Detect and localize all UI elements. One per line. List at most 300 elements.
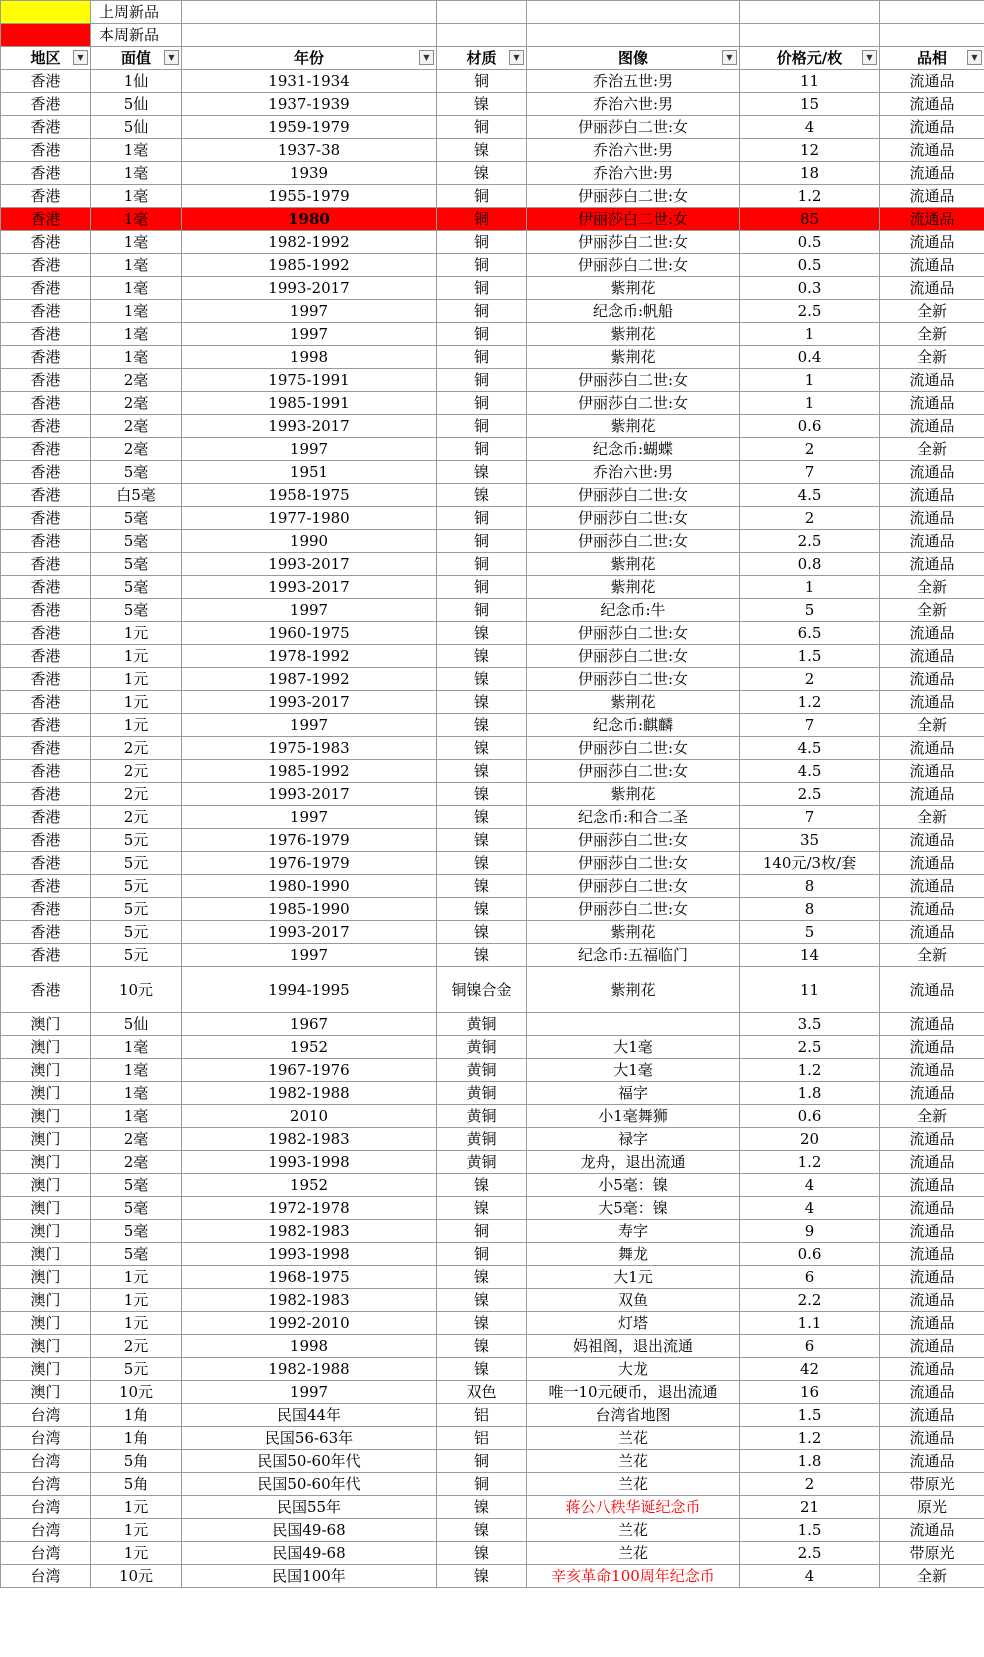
cell-price[interactable]: 18 [740,162,880,185]
cell-material[interactable]: 黄铜 [437,1151,527,1174]
cell-denomination[interactable]: 5元 [91,921,182,944]
cell-year[interactable]: 1998 [182,346,437,369]
cell-condition[interactable]: 全新 [880,300,984,323]
dropdown-arrow-icon[interactable]: ▼ [722,50,737,65]
cell-year[interactable]: 1993-1998 [182,1151,437,1174]
cell-denomination[interactable]: 5元 [91,852,182,875]
cell-denomination[interactable]: 2毫 [91,1151,182,1174]
cell-material[interactable]: 镍 [437,484,527,507]
cell-material[interactable]: 镍 [437,921,527,944]
cell-region[interactable]: 香港 [1,852,91,875]
legend-label-last-week[interactable]: 上周新品 [91,1,182,24]
cell-denomination[interactable]: 2毫 [91,369,182,392]
header-condition[interactable] [880,47,984,70]
cell-denomination[interactable]: 5元 [91,898,182,921]
cell-material[interactable]: 镍 [437,1358,527,1381]
cell-year[interactable]: 1994-1995 [182,967,437,1013]
cell-year[interactable]: 1997 [182,944,437,967]
legend-swatch-yellow[interactable] [1,1,91,24]
cell-material[interactable]: 镍 [437,1174,527,1197]
cell-year[interactable]: 1977-1980 [182,507,437,530]
cell-denomination[interactable]: 1角 [91,1404,182,1427]
cell-year[interactable]: 民国49-68 [182,1542,437,1565]
cell-material[interactable]: 镍 [437,461,527,484]
cell-denomination[interactable]: 5元 [91,829,182,852]
cell-material[interactable]: 黄铜 [437,1013,527,1036]
cell-region[interactable]: 台湾 [1,1450,91,1473]
cell-image[interactable]: 伊丽莎白二世:女 [527,208,740,231]
cell-condition[interactable]: 流通品 [880,507,984,530]
cell-region[interactable]: 香港 [1,277,91,300]
cell-material[interactable]: 铜 [437,277,527,300]
cell-price[interactable]: 1.2 [740,185,880,208]
cell-condition[interactable]: 流通品 [880,967,984,1013]
cell-condition[interactable]: 流通品 [880,1358,984,1381]
cell-price[interactable]: 2.5 [740,1036,880,1059]
cell-region[interactable]: 香港 [1,944,91,967]
cell-year[interactable]: 2010 [182,1105,437,1128]
cell-region[interactable]: 澳门 [1,1289,91,1312]
cell-year[interactable]: 1993-1998 [182,1243,437,1266]
cell-region[interactable]: 香港 [1,93,91,116]
cell-region[interactable]: 台湾 [1,1565,91,1588]
cell-region[interactable]: 台湾 [1,1404,91,1427]
cell-price[interactable]: 15 [740,93,880,116]
cell-region[interactable]: 香港 [1,806,91,829]
cell-condition[interactable]: 流通品 [880,737,984,760]
cell-year[interactable]: 1982-1983 [182,1220,437,1243]
cell-image[interactable]: 乔治五世:男 [527,70,740,93]
cell-region[interactable]: 澳门 [1,1036,91,1059]
cell-image[interactable]: 伊丽莎白二世:女 [527,185,740,208]
cell-condition[interactable]: 流通品 [880,1427,984,1450]
cell-year[interactable]: 1987-1992 [182,668,437,691]
cell-image[interactable]: 小5毫：镍 [527,1174,740,1197]
cell-price[interactable]: 4 [740,1565,880,1588]
cell-condition[interactable]: 流通品 [880,760,984,783]
cell-material[interactable]: 镍 [437,1312,527,1335]
cell-condition[interactable]: 流通品 [880,1174,984,1197]
cell-price[interactable]: 35 [740,829,880,852]
cell-price[interactable]: 2.5 [740,300,880,323]
cell-region[interactable]: 澳门 [1,1220,91,1243]
header-denomination[interactable] [91,47,182,70]
cell-condition[interactable]: 流通品 [880,484,984,507]
cell-condition[interactable]: 全新 [880,1105,984,1128]
cell-price[interactable]: 0.5 [740,231,880,254]
cell-price[interactable]: 1.1 [740,1312,880,1335]
cell-condition[interactable]: 流通品 [880,277,984,300]
cell-region[interactable]: 香港 [1,760,91,783]
cell-denomination[interactable]: 5毫 [91,1197,182,1220]
cell-region[interactable]: 澳门 [1,1335,91,1358]
cell-price[interactable]: 1.5 [740,1519,880,1542]
cell-denomination[interactable]: 2毫 [91,438,182,461]
cell-image[interactable]: 伊丽莎白二世:女 [527,530,740,553]
cell-region[interactable]: 澳门 [1,1082,91,1105]
cell-material[interactable]: 镍 [437,898,527,921]
empty-cell[interactable] [527,24,740,47]
cell-price[interactable]: 6.5 [740,622,880,645]
cell-price[interactable]: 1 [740,323,880,346]
cell-price[interactable]: 2 [740,438,880,461]
cell-region[interactable]: 香港 [1,737,91,760]
cell-image[interactable]: 伊丽莎白二世:女 [527,898,740,921]
cell-material[interactable]: 镍 [437,622,527,645]
cell-price[interactable]: 2.2 [740,1289,880,1312]
cell-denomination[interactable]: 5毫 [91,461,182,484]
cell-denomination[interactable]: 1元 [91,1519,182,1542]
cell-denomination[interactable]: 1角 [91,1427,182,1450]
cell-material[interactable]: 铜 [437,599,527,622]
empty-cell[interactable] [740,1,880,24]
cell-condition[interactable]: 流通品 [880,829,984,852]
cell-condition[interactable]: 流通品 [880,1220,984,1243]
cell-price[interactable]: 6 [740,1266,880,1289]
cell-material[interactable]: 黄铜 [437,1105,527,1128]
header-price[interactable] [740,47,880,70]
cell-image[interactable]: 纪念币:蝴蝶 [527,438,740,461]
cell-condition[interactable]: 流通品 [880,783,984,806]
cell-condition[interactable]: 流通品 [880,1404,984,1427]
cell-image[interactable]: 伊丽莎白二世:女 [527,254,740,277]
cell-image[interactable]: 兰花 [527,1473,740,1496]
cell-region[interactable]: 澳门 [1,1358,91,1381]
cell-year[interactable]: 1982-1988 [182,1358,437,1381]
cell-price[interactable]: 4 [740,1197,880,1220]
cell-condition[interactable]: 流通品 [880,645,984,668]
cell-region[interactable]: 澳门 [1,1059,91,1082]
cell-material[interactable]: 铜 [437,346,527,369]
cell-year[interactable]: 1993-2017 [182,576,437,599]
cell-denomination[interactable]: 5毫 [91,599,182,622]
cell-price[interactable]: 0.6 [740,415,880,438]
cell-year[interactable]: 1993-2017 [182,783,437,806]
cell-year[interactable]: 1972-1978 [182,1197,437,1220]
cell-denomination[interactable]: 10元 [91,1381,182,1404]
cell-denomination[interactable]: 2元 [91,806,182,829]
cell-condition[interactable]: 流通品 [880,185,984,208]
cell-price[interactable]: 21 [740,1496,880,1519]
cell-year[interactable]: 民国49-68 [182,1519,437,1542]
cell-year[interactable]: 1976-1979 [182,852,437,875]
cell-price[interactable]: 0.8 [740,553,880,576]
cell-denomination[interactable]: 2毫 [91,415,182,438]
cell-price[interactable]: 0.5 [740,254,880,277]
cell-condition[interactable]: 流通品 [880,415,984,438]
cell-price[interactable]: 4 [740,116,880,139]
cell-denomination[interactable]: 白5毫 [91,484,182,507]
cell-price[interactable]: 9 [740,1220,880,1243]
cell-image[interactable]: 紫荆花 [527,346,740,369]
cell-year[interactable]: 民国56-63年 [182,1427,437,1450]
cell-material[interactable]: 铜 [437,415,527,438]
cell-denomination[interactable]: 1毫 [91,1105,182,1128]
cell-image[interactable]: 福字 [527,1082,740,1105]
cell-condition[interactable]: 流通品 [880,1266,984,1289]
cell-image[interactable]: 大5毫：镍 [527,1197,740,1220]
cell-region[interactable]: 香港 [1,185,91,208]
cell-material[interactable]: 镍 [437,139,527,162]
cell-condition[interactable]: 全新 [880,944,984,967]
cell-region[interactable]: 香港 [1,415,91,438]
cell-price[interactable]: 12 [740,139,880,162]
cell-material[interactable]: 镍 [437,668,527,691]
cell-image[interactable]: 大1毫 [527,1036,740,1059]
cell-price[interactable]: 1.8 [740,1450,880,1473]
cell-image[interactable]: 伊丽莎白二世:女 [527,116,740,139]
cell-condition[interactable]: 流通品 [880,208,984,231]
cell-denomination[interactable]: 1元 [91,691,182,714]
cell-material[interactable]: 铜 [437,70,527,93]
cell-image[interactable]: 蒋公八秩华诞纪念币 [527,1496,740,1519]
cell-material[interactable]: 镍 [437,162,527,185]
cell-condition[interactable]: 全新 [880,346,984,369]
cell-denomination[interactable]: 2元 [91,760,182,783]
cell-material[interactable]: 铜 [437,530,527,553]
cell-denomination[interactable]: 5毫 [91,507,182,530]
cell-price[interactable]: 85 [740,208,880,231]
cell-region[interactable]: 澳门 [1,1013,91,1036]
cell-year[interactable]: 1931-1934 [182,70,437,93]
cell-image[interactable]: 紫荆花 [527,553,740,576]
empty-cell[interactable] [437,1,527,24]
cell-material[interactable]: 镍 [437,760,527,783]
cell-region[interactable]: 澳门 [1,1243,91,1266]
cell-region[interactable]: 香港 [1,507,91,530]
cell-year[interactable]: 1990 [182,530,437,553]
cell-region[interactable]: 香港 [1,323,91,346]
cell-price[interactable]: 1.2 [740,1059,880,1082]
cell-denomination[interactable]: 1毫 [91,346,182,369]
cell-denomination[interactable]: 5仙 [91,1013,182,1036]
cell-material[interactable]: 铜 [437,208,527,231]
cell-material[interactable]: 镍 [437,1565,527,1588]
cell-year[interactable]: 1985-1991 [182,392,437,415]
cell-image[interactable]: 伊丽莎白二世:女 [527,507,740,530]
cell-condition[interactable]: 流通品 [880,1082,984,1105]
cell-year[interactable]: 民国44年 [182,1404,437,1427]
cell-material[interactable]: 铜 [437,1243,527,1266]
dropdown-arrow-icon[interactable]: ▼ [967,50,982,65]
cell-price[interactable]: 7 [740,806,880,829]
cell-price[interactable]: 2 [740,507,880,530]
cell-price[interactable]: 1 [740,392,880,415]
cell-denomination[interactable]: 1毫 [91,208,182,231]
cell-denomination[interactable]: 2毫 [91,392,182,415]
cell-material[interactable]: 铜 [437,1450,527,1473]
cell-image[interactable]: 纪念币:麒麟 [527,714,740,737]
cell-price[interactable]: 6 [740,1335,880,1358]
cell-region[interactable]: 香港 [1,300,91,323]
cell-year[interactable]: 1975-1991 [182,369,437,392]
cell-image[interactable]: 紫荆花 [527,415,740,438]
cell-price[interactable]: 11 [740,967,880,1013]
cell-denomination[interactable]: 2元 [91,1335,182,1358]
cell-image[interactable]: 乔治六世:男 [527,139,740,162]
cell-year[interactable]: 1978-1992 [182,645,437,668]
cell-image[interactable]: 兰花 [527,1427,740,1450]
cell-year[interactable]: 1959-1979 [182,116,437,139]
dropdown-arrow-icon[interactable]: ▼ [164,50,179,65]
header-material[interactable] [437,47,527,70]
cell-denomination[interactable]: 5毫 [91,553,182,576]
cell-year[interactable]: 1997 [182,300,437,323]
cell-year[interactable]: 1993-2017 [182,691,437,714]
cell-year[interactable]: 1997 [182,323,437,346]
cell-price[interactable]: 11 [740,70,880,93]
cell-price[interactable]: 2.5 [740,1542,880,1565]
cell-price[interactable]: 5 [740,921,880,944]
cell-condition[interactable]: 流通品 [880,392,984,415]
cell-material[interactable]: 铜 [437,116,527,139]
cell-condition[interactable]: 流通品 [880,461,984,484]
cell-material[interactable]: 铜镍合金 [437,967,527,1013]
cell-region[interactable]: 台湾 [1,1542,91,1565]
cell-denomination[interactable]: 1元 [91,1266,182,1289]
cell-image[interactable]: 大龙 [527,1358,740,1381]
cell-price[interactable]: 140元/3枚/套 [740,852,880,875]
cell-year[interactable]: 民国55年 [182,1496,437,1519]
cell-region[interactable]: 香港 [1,875,91,898]
cell-region[interactable]: 香港 [1,576,91,599]
cell-price[interactable]: 16 [740,1381,880,1404]
cell-denomination[interactable]: 1毫 [91,1059,182,1082]
cell-image[interactable]: 乔治六世:男 [527,93,740,116]
cell-denomination[interactable]: 1元 [91,1542,182,1565]
cell-region[interactable]: 香港 [1,369,91,392]
cell-condition[interactable]: 流通品 [880,1335,984,1358]
cell-condition[interactable]: 流通品 [880,1312,984,1335]
cell-price[interactable]: 5 [740,599,880,622]
cell-material[interactable]: 双色 [437,1381,527,1404]
cell-image[interactable]: 妈祖阁，退出流通 [527,1335,740,1358]
cell-denomination[interactable]: 10元 [91,1565,182,1588]
cell-year[interactable]: 1980-1990 [182,875,437,898]
cell-price[interactable]: 1 [740,369,880,392]
cell-denomination[interactable]: 1毫 [91,254,182,277]
cell-year[interactable]: 1997 [182,599,437,622]
cell-condition[interactable]: 流通品 [880,1151,984,1174]
cell-region[interactable]: 澳门 [1,1197,91,1220]
cell-region[interactable]: 澳门 [1,1381,91,1404]
cell-price[interactable]: 0.3 [740,277,880,300]
cell-price[interactable]: 8 [740,898,880,921]
cell-denomination[interactable]: 5仙 [91,116,182,139]
cell-year[interactable]: 1998 [182,1335,437,1358]
cell-region[interactable]: 香港 [1,967,91,1013]
cell-price[interactable]: 4.5 [740,484,880,507]
cell-image[interactable]: 紫荆花 [527,323,740,346]
header-region[interactable] [1,47,91,70]
cell-region[interactable]: 香港 [1,691,91,714]
cell-condition[interactable]: 全新 [880,714,984,737]
cell-denomination[interactable]: 1元 [91,622,182,645]
cell-material[interactable]: 铜 [437,185,527,208]
cell-region[interactable]: 香港 [1,829,91,852]
cell-denomination[interactable]: 1毫 [91,1082,182,1105]
cell-material[interactable]: 铜 [437,300,527,323]
cell-condition[interactable]: 流通品 [880,622,984,645]
cell-year[interactable]: 1980 [182,208,437,231]
cell-material[interactable]: 镍 [437,737,527,760]
cell-condition[interactable]: 流通品 [880,1059,984,1082]
cell-denomination[interactable]: 5角 [91,1450,182,1473]
cell-image[interactable]: 伊丽莎白二世:女 [527,231,740,254]
cell-price[interactable]: 4 [740,1174,880,1197]
cell-region[interactable]: 香港 [1,346,91,369]
cell-region[interactable]: 澳门 [1,1151,91,1174]
cell-material[interactable]: 铜 [437,576,527,599]
cell-denomination[interactable]: 5仙 [91,93,182,116]
cell-region[interactable]: 香港 [1,461,91,484]
cell-year[interactable]: 1952 [182,1036,437,1059]
cell-year[interactable]: 1968-1975 [182,1266,437,1289]
cell-material[interactable]: 铜 [437,254,527,277]
cell-region[interactable]: 台湾 [1,1427,91,1450]
cell-condition[interactable]: 全新 [880,806,984,829]
cell-image[interactable]: 龙舟，退出流通 [527,1151,740,1174]
cell-denomination[interactable]: 5毫 [91,576,182,599]
cell-condition[interactable]: 流通品 [880,1013,984,1036]
cell-image[interactable]: 伊丽莎白二世:女 [527,737,740,760]
cell-year[interactable]: 1993-2017 [182,553,437,576]
cell-year[interactable]: 1982-1992 [182,231,437,254]
cell-year[interactable]: 1952 [182,1174,437,1197]
cell-year[interactable]: 1985-1992 [182,254,437,277]
cell-material[interactable]: 镍 [437,1335,527,1358]
cell-condition[interactable]: 流通品 [880,852,984,875]
legend-label-this-week[interactable]: 本周新品 [91,24,182,47]
cell-price[interactable]: 2.5 [740,530,880,553]
cell-price[interactable]: 1.8 [740,1082,880,1105]
cell-price[interactable]: 1 [740,576,880,599]
cell-condition[interactable]: 流通品 [880,116,984,139]
cell-year[interactable]: 1975-1983 [182,737,437,760]
cell-denomination[interactable]: 1毫 [91,323,182,346]
cell-region[interactable]: 香港 [1,162,91,185]
cell-region[interactable]: 香港 [1,208,91,231]
cell-year[interactable]: 民国100年 [182,1565,437,1588]
cell-material[interactable]: 镍 [437,691,527,714]
cell-image[interactable]: 兰花 [527,1542,740,1565]
cell-price[interactable]: 20 [740,1128,880,1151]
cell-material[interactable]: 镍 [437,1519,527,1542]
cell-region[interactable]: 香港 [1,231,91,254]
cell-condition[interactable]: 流通品 [880,139,984,162]
cell-condition[interactable]: 全新 [880,438,984,461]
cell-price[interactable]: 0.6 [740,1243,880,1266]
cell-denomination[interactable]: 1毫 [91,277,182,300]
cell-denomination[interactable]: 1元 [91,1289,182,1312]
empty-cell[interactable] [182,24,437,47]
cell-region[interactable]: 香港 [1,599,91,622]
cell-material[interactable]: 镍 [437,1266,527,1289]
empty-cell[interactable] [527,1,740,24]
cell-image[interactable]: 伊丽莎白二世:女 [527,829,740,852]
cell-year[interactable]: 1982-1983 [182,1289,437,1312]
cell-material[interactable]: 黄铜 [437,1036,527,1059]
cell-denomination[interactable]: 2元 [91,783,182,806]
cell-price[interactable]: 1.5 [740,1404,880,1427]
cell-image[interactable] [527,1013,740,1036]
cell-image[interactable]: 辛亥革命100周年纪念币 [527,1565,740,1588]
cell-year[interactable]: 1976-1979 [182,829,437,852]
cell-year[interactable]: 1937-1939 [182,93,437,116]
cell-price[interactable]: 0.6 [740,1105,880,1128]
cell-image[interactable]: 紫荆花 [527,921,740,944]
cell-condition[interactable]: 流通品 [880,691,984,714]
